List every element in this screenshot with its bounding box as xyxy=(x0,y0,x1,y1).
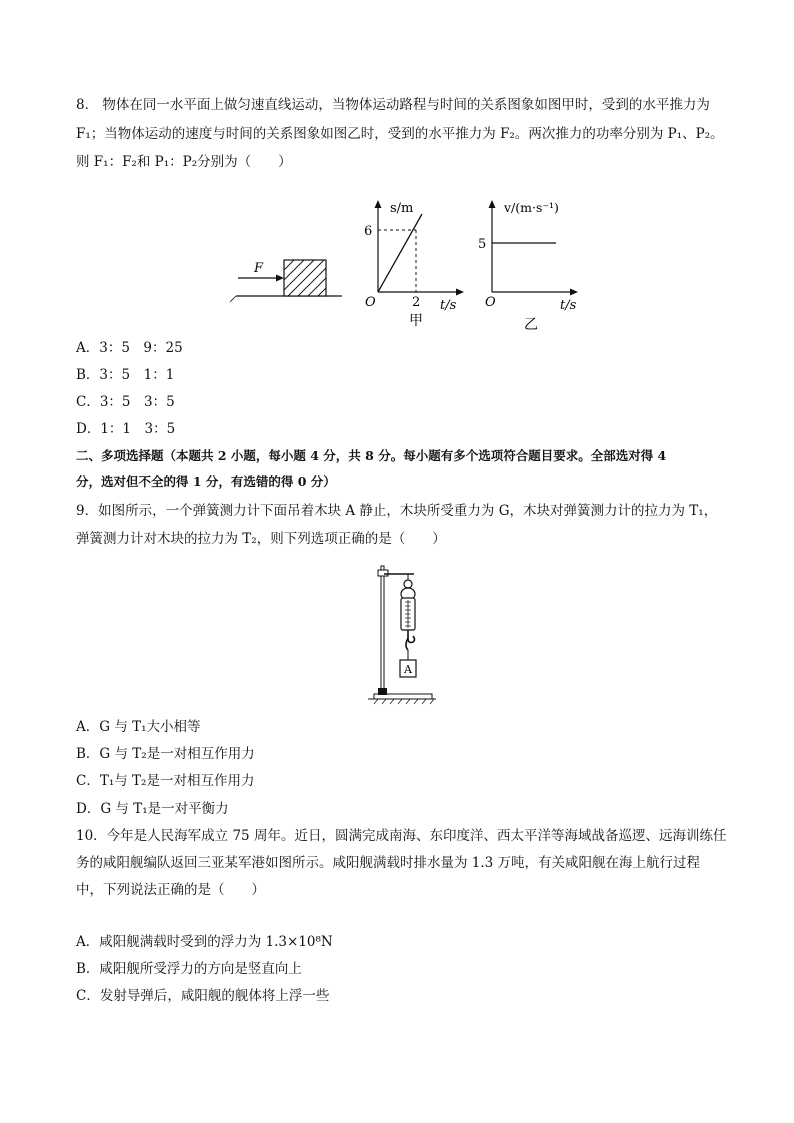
q10-option-c: C．发射导弹后，咸阳舰的舰体将上浮一些 xyxy=(76,988,330,1004)
q8-stem-line1: 8． 物体在同一水平面上做匀速直线运动，当物体运动路程与时间的关系图象如图甲时，受到的水平推力为 xyxy=(76,97,710,113)
graph-jia-ylabel: s/m xyxy=(390,201,414,216)
q10-stem-line2: 务的咸阳舰编队返回三亚某军港如图所示。咸阳舰满载时排水量为 1.3 万吨，有关咸阳舰在海上航行过程 xyxy=(76,855,701,871)
graph-yi-ytick: 5 xyxy=(478,237,487,252)
q9-option-b: B．G 与 T₂是一对相互作用力 xyxy=(76,746,255,762)
q8-figure-svg xyxy=(230,192,600,332)
q8-option-b: B．3：5 1：1 xyxy=(76,367,175,383)
q8-option-d: D．1：1 3：5 xyxy=(76,421,176,437)
section2-heading-line2: 分，选对但不全的得 1 分，有选错的得 0 分） xyxy=(76,474,336,489)
graph-yi-xlabel: t/s xyxy=(560,298,577,313)
graph-yi-origin: O xyxy=(485,295,496,310)
q8-figure xyxy=(230,192,600,336)
q8-stem-line3: 则 F₁：F₂和 P₁：P₂分别为（ ） xyxy=(76,154,292,170)
graph-jia-caption: 甲 xyxy=(409,313,423,329)
graph-jia xyxy=(364,200,464,329)
graph-yi-ylabel: v/(m·s⁻¹) xyxy=(504,200,559,215)
q10-option-a: A．咸阳舰满载时受到的浮力为 1.3×10⁸N xyxy=(76,934,333,950)
q9-stem-line2: 弹簧测力计对木块的拉力为 T₂，则下列选项正确的是（ ） xyxy=(76,531,446,547)
graph-jia-xtick: 2 xyxy=(412,295,421,310)
q9-figure-svg xyxy=(364,560,440,708)
block-label: A xyxy=(404,663,412,676)
force-label: F xyxy=(254,261,264,276)
q9-option-a: A．G 与 T₁大小相等 xyxy=(76,719,201,735)
q10-stem-line3: 中，下列说法正确的是（ ） xyxy=(76,882,265,898)
q9-option-d: D．G 与 T₁是一对平衡力 xyxy=(76,801,229,817)
q10-option-b: B．咸阳舰所受浮力的方向是竖直向上 xyxy=(76,961,302,977)
q9-stem-line1: 9．如图所示，一个弹簧测力计下面吊着木块 A 静止，木块所受重力为 G，木块对弹簧测力计的拉力为 T₁， xyxy=(76,503,718,519)
q9-figure xyxy=(364,560,440,712)
q8-stem-line2: F₁；当物体运动的速度与时间的关系图象如图乙时，受到的水平推力为 F₂。两次推力的功率分别为 P₁、P₂。 xyxy=(76,126,724,142)
graph-jia-xlabel: t/s xyxy=(440,298,457,313)
q8-option-c: C．3：5 3：5 xyxy=(76,394,175,410)
graph-jia-origin: O xyxy=(365,295,376,310)
graph-jia-ytick: 6 xyxy=(364,224,373,239)
block-on-ground xyxy=(230,260,342,302)
graph-yi-caption: 乙 xyxy=(524,317,538,332)
q8-option-a: A．3：5 9：25 xyxy=(76,340,183,356)
q9-option-c: C．T₁与 T₂是一对相互作用力 xyxy=(76,773,255,789)
section2-heading-line1: 二、多项选择题（本题共 2 小题，每小题 4 分，共 8 分。每小题有多个选项符合题目要求。全部选对得 4 xyxy=(76,448,667,463)
graph-yi xyxy=(478,200,578,332)
q10-stem-line1: 10．今年是人民海军成立 75 周年。近日，圆满完成南海、东印度洋、西太平洋等海域战备巡逻、远海训练任 xyxy=(76,828,727,844)
